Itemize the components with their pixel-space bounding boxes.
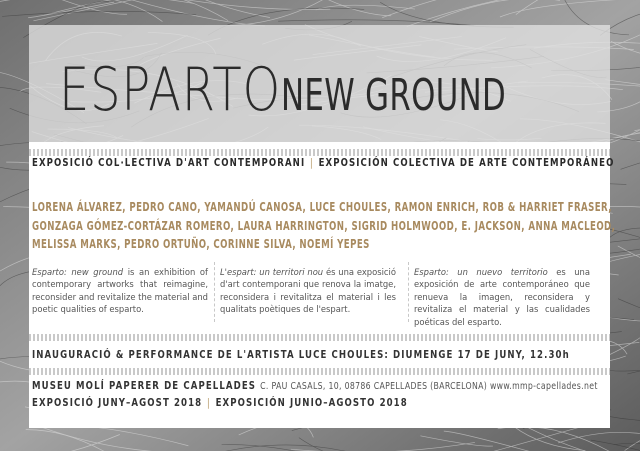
dates-separator: |	[206, 396, 211, 409]
dates-line	[32, 396, 514, 409]
artist-line: LORENA ÁLVAREZ, PEDRO CANO, YAMANDÚ CANOSA, LUCE CHOULES, RAMON ENRICH, ROB & HARRIET FRASER,	[32, 199, 612, 214]
heading-separator: |	[309, 156, 314, 169]
description-title: Esparto: un nuevo territorio	[414, 267, 548, 277]
exhibition-type-heading	[32, 156, 640, 169]
hatch-divider-bottom	[29, 368, 610, 375]
column-divider	[408, 262, 409, 322]
title-sub: NEW GROUND	[280, 70, 506, 121]
venue-name: MUSEU MOLÍ PAPERER DE CAPELLADES	[32, 379, 257, 392]
poster-title	[59, 55, 602, 125]
description-text: és una exposició d'art contemporani que renova la imatge, reconsidera i revitalitza el material i les qualitats poètiques de l'espart.	[220, 267, 396, 315]
title-main: ESPARTO	[59, 55, 282, 125]
heading-catalan: EXPOSICIÓ COL·LECTIVA D'ART CONTEMPORANI	[32, 156, 306, 169]
description-english	[32, 266, 208, 326]
description-catalan	[220, 266, 396, 326]
description-spanish	[414, 266, 590, 326]
hatch-divider-middle	[29, 334, 610, 341]
venue-address: C. PAU CASALS, 10, 08786 CAPELLADES (BARCELONA) www.mmp-capellades.net	[260, 381, 598, 392]
dates-spanish: EXPOSICIÓN JUNIO–AGOSTO 2018	[215, 396, 408, 409]
description-title: L'espart: un territori nou	[220, 267, 324, 277]
description-title: Esparto: new ground	[32, 267, 124, 277]
title-band	[29, 25, 610, 142]
venue-line	[32, 379, 640, 392]
heading-spanish: EXPOSICIÓN COLECTIVA DE ARTE CONTEMPORÁNEO	[318, 156, 615, 169]
artist-line: MELISSA MARKS, PEDRO ORTUÑO, CORINNE SILVA, NOEMÍ YEPES	[32, 236, 370, 251]
artist-list	[32, 198, 640, 254]
description-text: is an exhibition of contemporary artworks that reimagine, reconsider and revitalize the material and poetic qualities of esparto.	[32, 267, 208, 315]
inauguration-line: INAUGURACIÓ & PERFORMANCE DE L'ARTISTA LUCE CHOULES: DIUMENGE 17 DE JUNY, 12.30h	[32, 348, 570, 361]
dates-catalan: EXPOSICIÓ JUNY–AGOST 2018	[32, 396, 203, 409]
column-divider	[214, 262, 215, 322]
description-text: es una exposición de arte contemporáneo que renueva la imagen, reconsidera y revitaliza el material y las cualidades poéticas del esparto.	[414, 267, 590, 327]
hatch-divider-top	[29, 149, 610, 156]
artist-line: GONZAGA GÓMEZ-CORTÁZAR ROMERO, LAURA HARRINGTON, SIGRID HOLMWOOD, E. JACKSON, ANNA MACLEOD,	[32, 217, 616, 233]
